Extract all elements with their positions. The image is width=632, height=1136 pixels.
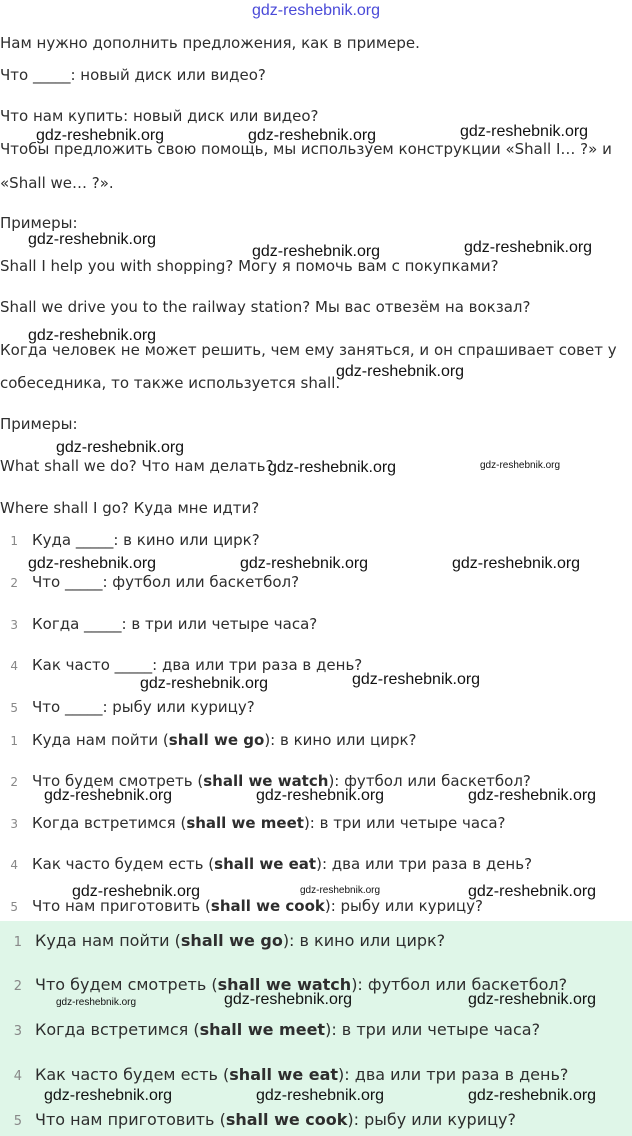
watermark-text: gdz-reshebnik.org <box>252 243 381 260</box>
highlighted-answer-item <box>0 1020 540 1039</box>
task-text: Что _____: рыбу или курицу? <box>32 698 255 716</box>
watermark-text: gdz-reshebnik.org <box>28 327 157 344</box>
answer-text: ): рыбу или курицу? <box>324 897 483 915</box>
answer-bold: shall we watch <box>203 772 329 790</box>
watermark-text: gdz-reshebnik.org <box>44 1087 173 1104</box>
item-number: 1 <box>13 935 22 950</box>
answer-bold: shall we go <box>180 931 283 950</box>
item-number: 3 <box>13 1024 22 1039</box>
task-text: Как часто _____: два или три раза в день? <box>32 656 363 674</box>
rule-text-line-2: «Shall we… ?». <box>0 174 114 192</box>
answer-text: ): в три или четыре часа? <box>303 814 506 832</box>
item-number: 5 <box>10 900 18 914</box>
answer-item <box>0 731 417 749</box>
answer-text: Когда встретимся ( <box>32 814 187 832</box>
watermark-text: gdz-reshebnik.org <box>468 787 597 804</box>
item-number: 1 <box>10 734 18 748</box>
watermark-text: gdz-reshebnik.org <box>268 459 397 476</box>
answer-text: Что будем смотреть ( <box>35 975 218 994</box>
answer-bold: shall we cook <box>210 897 325 915</box>
item-number: 2 <box>10 576 18 590</box>
example-sentence: Shall we drive you to the railway station? Мы вас отвезём на вокзал? <box>0 298 531 316</box>
item-number: 1 <box>10 534 18 548</box>
item-number: 4 <box>13 1069 22 1084</box>
item-number: 4 <box>10 659 18 673</box>
watermark-text: gdz-reshebnik.org <box>56 439 185 456</box>
watermark-text: gdz-reshebnik.org <box>72 883 201 900</box>
answer-text: ): в кино или цирк? <box>264 731 417 749</box>
item-number: 3 <box>10 618 18 632</box>
item-number: 3 <box>10 817 18 831</box>
watermark-text: gdz-reshebnik.org <box>336 363 465 380</box>
example-sentence: Where shall I go? Куда мне идти? <box>0 499 260 517</box>
intro-paragraph: Нам нужно дополнить предложения, как в примере. <box>0 34 420 52</box>
answer-text: ): в три или четыре часа? <box>325 1020 541 1039</box>
watermark-text: gdz-reshebnik.org <box>256 787 385 804</box>
watermark-text: gdz-reshebnik.org <box>224 991 353 1008</box>
example-sentence: Shall I help you with shopping? Могу я помочь вам с покупками? <box>0 257 499 275</box>
example-answer: Что нам купить: новый диск или видео? <box>0 107 319 125</box>
answer-bold: shall we meet <box>199 1020 326 1039</box>
watermark-text: gdz-reshebnik.org <box>248 127 377 144</box>
watermark-text: gdz-reshebnik.org <box>452 555 581 572</box>
item-number: 5 <box>13 1114 22 1129</box>
item-number: 4 <box>10 858 18 872</box>
item-number: 2 <box>10 775 18 789</box>
answer-text: Что нам приготовить ( <box>35 1110 226 1129</box>
watermark-text: gdz-reshebnik.org <box>300 885 381 896</box>
answer-text: ): рыбу или курицу? <box>347 1110 516 1129</box>
watermark-text: gdz-reshebnik.org <box>468 991 597 1008</box>
answer-text: Как часто будем есть ( <box>35 1065 230 1084</box>
item-number: 2 <box>13 979 22 994</box>
watermark-text: gdz-reshebnik.org <box>56 997 137 1008</box>
answer-text: Что будем смотреть ( <box>32 772 204 790</box>
highlighted-answer-item <box>0 1110 516 1129</box>
example-sentence: What shall we do? Что нам делать? <box>0 457 274 475</box>
watermark-text: gdz-reshebnik.org <box>480 460 561 471</box>
answer-item <box>0 855 532 873</box>
watermark-text: gdz-reshebnik.org <box>464 239 593 256</box>
answer-text: ): два или три раза в день? <box>338 1065 569 1084</box>
answer-text: ): футбол или баскетбол? <box>351 975 568 994</box>
answer-bold: shall we eat <box>229 1065 339 1084</box>
answer-text: Куда нам пойти ( <box>35 931 181 950</box>
answer-bold: shall we cook <box>225 1110 348 1129</box>
watermark-text: gdz-reshebnik.org <box>460 123 589 140</box>
rule-text-line-1: Когда человек не может решить, чем ему заняться, и он спрашивает совет у <box>0 341 617 359</box>
answer-text: Когда встретимся ( <box>35 1020 200 1039</box>
answer-bold: shall we watch <box>217 975 352 994</box>
examples-heading: Примеры: <box>0 415 78 433</box>
watermark-text: gdz-reshebnik.org <box>28 555 157 572</box>
rule-text-line-2: собеседника, то также используется shall. <box>0 374 341 392</box>
watermark-text: gdz-reshebnik.org <box>468 883 597 900</box>
task-item <box>0 573 299 591</box>
answer-text: Как часто будем есть ( <box>32 855 215 873</box>
watermark-text: gdz-reshebnik.org <box>468 1087 597 1104</box>
answer-text: ): два или три раза в день? <box>316 855 533 873</box>
task-item <box>0 698 255 716</box>
answer-item <box>0 814 506 832</box>
header-watermark: gdz-reshebnik.org <box>251 2 381 19</box>
answer-text: Что нам приготовить ( <box>32 897 211 915</box>
watermark-text: gdz-reshebnik.org <box>36 127 165 144</box>
watermark-text: gdz-reshebnik.org <box>28 231 157 248</box>
task-text: Что _____: футбол или баскетбол? <box>32 573 300 591</box>
highlighted-answer-item <box>0 931 445 950</box>
answer-text: ): футбол или баскетбол? <box>328 772 531 790</box>
highlighted-answer-item <box>0 1065 568 1084</box>
answer-text: Куда нам пойти ( <box>32 731 169 749</box>
answer-text: ): в кино или цирк? <box>282 931 446 950</box>
item-number: 5 <box>10 701 18 715</box>
task-item <box>0 615 317 633</box>
watermark-text: gdz-reshebnik.org <box>240 555 369 572</box>
task-item <box>0 656 362 674</box>
watermark-text: gdz-reshebnik.org <box>140 675 269 692</box>
examples-heading: Примеры: <box>0 214 78 232</box>
answer-bold: shall we meet <box>186 814 304 832</box>
task-text: Когда _____: в три или четыре часа? <box>32 615 318 633</box>
watermark-text: gdz-reshebnik.org <box>44 787 173 804</box>
task-item <box>0 531 260 549</box>
answer-bold: shall we go <box>168 731 265 749</box>
answer-bold: shall we eat <box>214 855 317 873</box>
watermark-text: gdz-reshebnik.org <box>352 671 481 688</box>
example-question: Что _____: новый диск или видео? <box>0 66 266 84</box>
task-text: Куда _____: в кино или цирк? <box>32 531 260 549</box>
watermark-text: gdz-reshebnik.org <box>256 1087 385 1104</box>
rule-text-line-1: Чтобы предложить свою помощь, мы используем конструкции «Shall I… ?» и <box>0 140 612 158</box>
